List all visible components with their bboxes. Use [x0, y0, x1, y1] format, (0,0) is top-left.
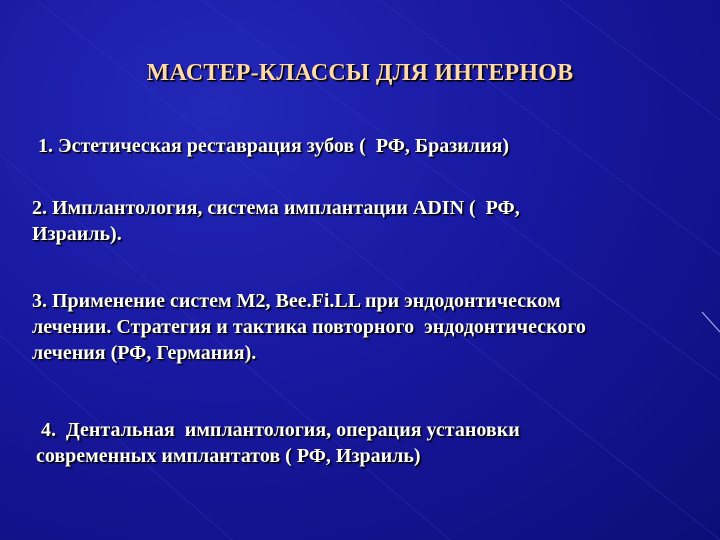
list-item-3: 3. Применение систем М2, Bee.Fi.LL при эндодонтическом лечении. Стратегия и тактика повторного эндодонтического лечения (РФ, Германия). [32, 290, 586, 364]
list-item-1: 1. Эстетическая реставрация зубов ( РФ, Бразилия) [38, 135, 510, 157]
list-item-2: 2. Имплантология, система имплантации ADIN ( РФ, Израиль). [32, 197, 520, 245]
slide-title: МАСТЕР-КЛАССЫ ДЛЯ ИНТЕРНОВ [146, 60, 574, 86]
list-item-4: 4. Дентальная имплантология, операция установки современных имплантатов ( РФ, Израиль) [36, 419, 520, 467]
